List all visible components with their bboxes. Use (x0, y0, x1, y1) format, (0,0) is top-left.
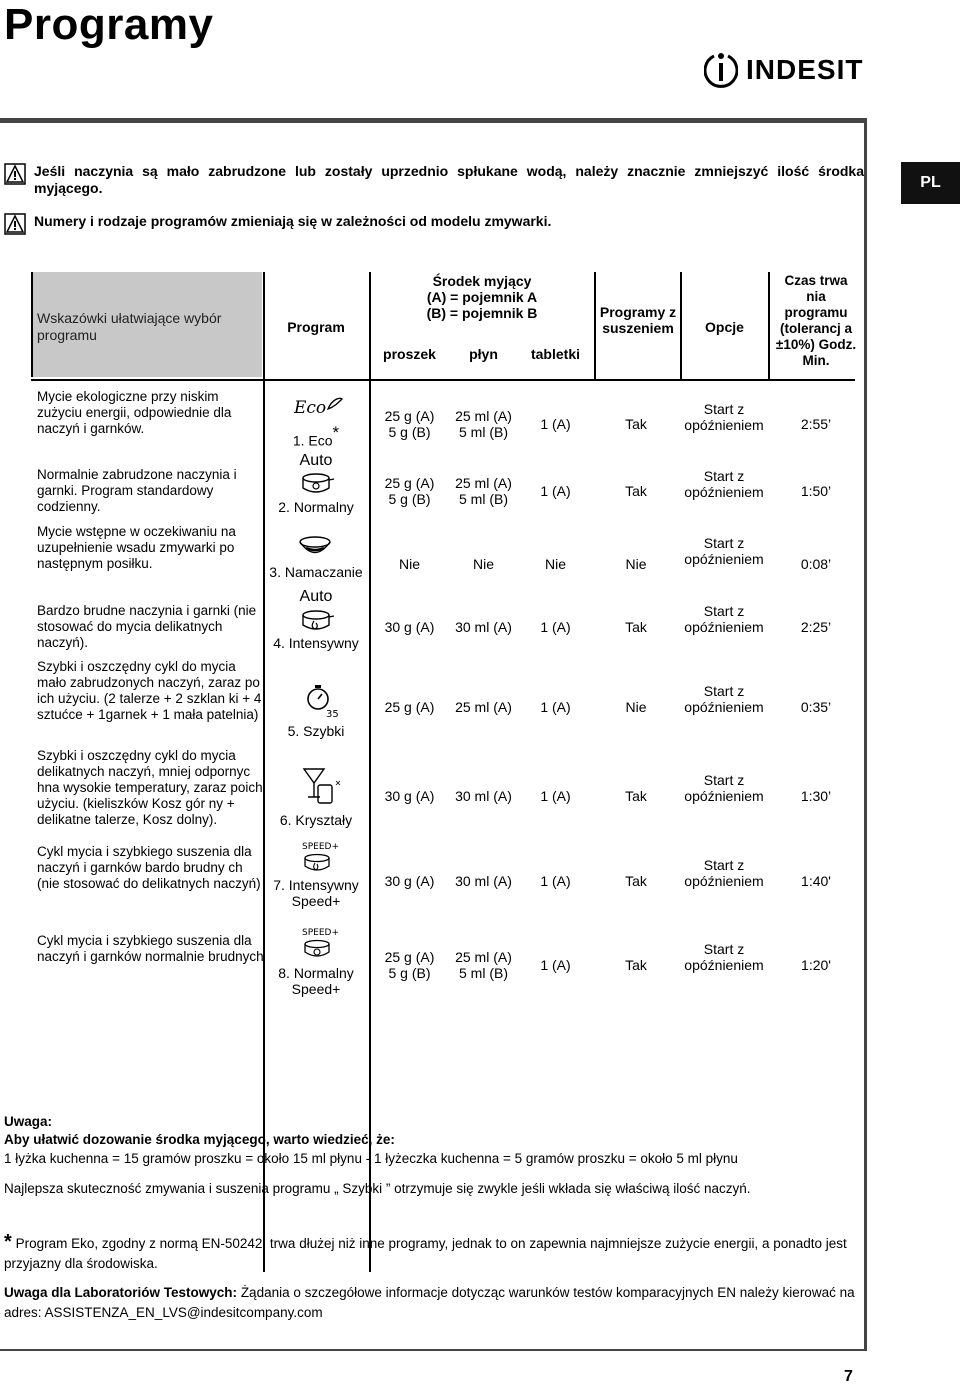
drying-cell: Tak (625, 957, 647, 973)
detergent-header: Środek myjący (432, 273, 532, 289)
drying-cell: Tak (625, 788, 647, 804)
footer-dosing-text: 1 łyżka kuchenna = 15 gramów proszku = około 15 ml płynu - 1 łyżeczka kuchenna = 5 gramów proszku = około 5 ml płynu (4, 1151, 738, 1166)
soak-icon (298, 533, 336, 559)
top-rule (0, 118, 866, 123)
time-cell: 1:40' (801, 873, 831, 889)
page-title: Programy (4, 0, 214, 49)
crystal-glass-icon (300, 767, 346, 807)
indesit-logo-icon (704, 50, 738, 90)
drying-cell: Tak (625, 416, 647, 432)
powder-cell: 30 g (A) (384, 788, 435, 804)
drying-cell: Nie (625, 699, 647, 715)
tip-cell: Normalnie zabrudzone naczynia i garnki. Program standardowy codzienny. (37, 467, 237, 514)
time-cell: 1:30’ (800, 788, 832, 804)
powder-cell: 30 g (A) (384, 873, 435, 889)
intensive-pot-icon (300, 607, 336, 635)
footer-lab-note: Uwaga dla Laboratoriów Testowych: Żądania o szczegółowe informacje dotycząc warunków testów komparacyjnych EN należy kierować na adres: ASSISTENZA_EN_LVS@indesitcompany.com (4, 1285, 855, 1320)
auto-label: Auto (299, 452, 333, 469)
liquid-cell: 25 ml (A) (455, 699, 512, 715)
powder-cell: Nie (398, 556, 420, 572)
divider (594, 272, 596, 380)
drying-header: Programy z suszeniem (599, 304, 677, 336)
note-1-text: Jeśli naczynia są mało zabrudzone lub zostały uprzednio spłukane wodą, należy znacznie zmniejszyć ilość środka myjącego. (34, 163, 864, 196)
option-cell: Start z opóźnieniem (684, 772, 764, 804)
time-cell: 2:25’ (800, 619, 832, 635)
tip-cell: Szybki i oszczędny cykl do mycia delikatnych naczyń, mniej odpornyc hna wysokie temperatury, zaraz poich użyciu. (kieliszków Kosz gór ny + delikatne talerze, Kosz dolny). (37, 748, 263, 827)
powder-cell: 25 g (A) 5 g (B) (384, 949, 435, 981)
tablets-cell: 1 (A) (540, 619, 571, 635)
tips-header: Wskazówki ułatwiające wybór programu (37, 310, 222, 343)
note-1 (4, 163, 864, 197)
powder-cell: 25 g (A) (384, 699, 435, 715)
auto-label: Auto (299, 588, 333, 605)
powder-cell: 30 g (A) (384, 619, 435, 635)
bottom-rule (0, 1349, 866, 1351)
warning-icon (4, 163, 26, 185)
option-cell: Start z opóźnieniem (684, 535, 764, 567)
footer-eco-note: * Program Eko, zgodny z normą EN-50242, trwa dłużej niż inne programy, jednak to on zapewnia najmniejsze zużycie energii, a ponadto jest przyjazny dla środowiska. (4, 1231, 847, 1271)
option-cell: Start z opóźnieniem (684, 683, 764, 715)
warning-icon (4, 213, 26, 235)
liquid-cell: 30 ml (A) (455, 788, 512, 804)
svg-text:SPEED+: SPEED+ (302, 842, 339, 852)
tip-cell: Mycie wstępne w oczekiwaniu na uzupełnienie wsadu zmywarki po następnym posiłku. (37, 524, 236, 571)
program-name: 3. Namaczanie (269, 564, 363, 580)
program-name: 7. Intensywny Speed+ (273, 877, 359, 909)
drying-cell: Nie (625, 556, 647, 572)
detergent-a: (A) = pojemnik A (426, 289, 538, 305)
footer-best-result: Najlepsza skuteczność zmywania i suszenia programu „ Szybki ” otrzymuje się zwykle jeśli wkłada się właściwą ilość naczyń. (4, 1181, 751, 1196)
tip-cell: Cykl mycia i szybkiego suszenia dla naczyń i garnków bardo brudny ch (nie stosować do delikatnych naczyń) (37, 844, 261, 891)
tablets-cell: Nie (544, 556, 566, 572)
time-cell: 1:20' (801, 957, 831, 973)
program-name: 8. Normalny Speed+ (278, 965, 354, 997)
time-cell: 0:35’ (800, 699, 832, 715)
footer-dosing-heading: Aby ułatwić dozowanie środka myjącego, warto wiedzieć, że: (4, 1132, 395, 1147)
svg-text:35: 35 (326, 709, 339, 720)
options-header: Opcje (705, 319, 744, 335)
stopwatch-icon (302, 683, 342, 721)
note-2-text: Numery i rodzaje programów zmieniają się w zależności od modelu zmywarki. (34, 213, 552, 229)
svg-text:Eco: Eco (294, 398, 327, 417)
liquid-cell: 25 ml (A) 5 ml (B) (455, 949, 512, 981)
program-name: 6. Kryształy (279, 812, 353, 828)
time-cell: 1:50’ (800, 483, 832, 499)
page-number: 7 (844, 1368, 853, 1385)
divider (768, 272, 770, 380)
liquid-cell: 25 ml (A) 5 ml (B) (455, 408, 512, 440)
program-name: 4. Intensywny (273, 635, 359, 651)
liquid-cell: 25 ml (A) 5 ml (B) (455, 475, 512, 507)
tip-cell: Cykl mycia i szybkiego suszenia dla naczyń i garnków normalnie brudnych (37, 933, 264, 964)
time-header: Czas trwa nia programu (tolerancj a ±10%) Godz. Min. (775, 273, 857, 368)
svg-text:SPEED+: SPEED+ (302, 928, 339, 938)
drying-cell: Tak (625, 483, 647, 499)
liquid-cell: 30 ml (A) (455, 619, 512, 635)
eco-icon (294, 395, 344, 417)
detergent-b: (B) = pojemnik B (426, 305, 538, 321)
powder-cell: 25 g (A) 5 g (B) (384, 475, 435, 507)
footer-uwaga: Uwaga: (4, 1114, 53, 1129)
drying-cell: Tak (625, 873, 647, 889)
option-cell: Start z opóźnieniem (684, 857, 764, 889)
option-cell: Start z opóźnieniem (684, 941, 764, 973)
tip-cell: Szybki i oszczędny cykl do mycia mało zabrudzonych naczyń, zaraz po ich użyciu. (2 talerze + 2 szklan ki + 4 sztućce + 1garnek + 1 mała patelnia) (37, 659, 262, 722)
tablets-header: tabletki (530, 346, 580, 362)
program-header: Program (287, 319, 345, 335)
tablets-cell: 1 (A) (540, 416, 571, 432)
option-cell: Start z opóźnieniem (684, 401, 764, 433)
tablets-cell: 1 (A) (540, 483, 571, 499)
option-cell: Start z opóźnieniem (684, 603, 764, 635)
note-2 (4, 213, 864, 230)
speed-pot-icon (300, 836, 340, 876)
time-cell: 0:08’ (800, 556, 832, 572)
liquid-cell: 30 ml (A) (455, 873, 512, 889)
right-rule (864, 118, 867, 1351)
brand-logo (704, 50, 863, 90)
liquid-header: płyn (469, 346, 498, 362)
program-name: 1. Eco* (292, 423, 340, 449)
program-name: 5. Szybki (287, 723, 345, 739)
program-name: 2. Normalny (278, 499, 354, 515)
drying-cell: Tak (625, 619, 647, 635)
powder-header: proszek (383, 346, 436, 362)
tablets-cell: 1 (A) (540, 957, 571, 973)
speed-normal-pot-icon (300, 922, 340, 962)
time-cell: 2:55’ (800, 416, 832, 432)
divider (680, 272, 682, 380)
liquid-cell: Nie (472, 556, 494, 572)
header-bottom-rule (31, 379, 855, 381)
tip-cell: Bardzo brudne naczynia i garnki (nie stosować do mycia delikatnych naczyń). (37, 603, 257, 650)
option-cell: Start z opóźnieniem (684, 468, 764, 500)
divider (31, 272, 33, 377)
tablets-cell: 1 (A) (540, 699, 571, 715)
tablets-cell: 1 (A) (540, 788, 571, 804)
tablets-cell: 1 (A) (540, 873, 571, 889)
language-tab: PL (901, 162, 960, 204)
tip-cell: Mycie ekologiczne przy niskim zużyciu energii, odpowiednie dla naczyń i garnków. (37, 389, 232, 436)
powder-cell: 25 g (A) 5 g (B) (384, 408, 435, 440)
brand-name: INDESIT (746, 54, 864, 85)
pot-icon (300, 470, 336, 496)
